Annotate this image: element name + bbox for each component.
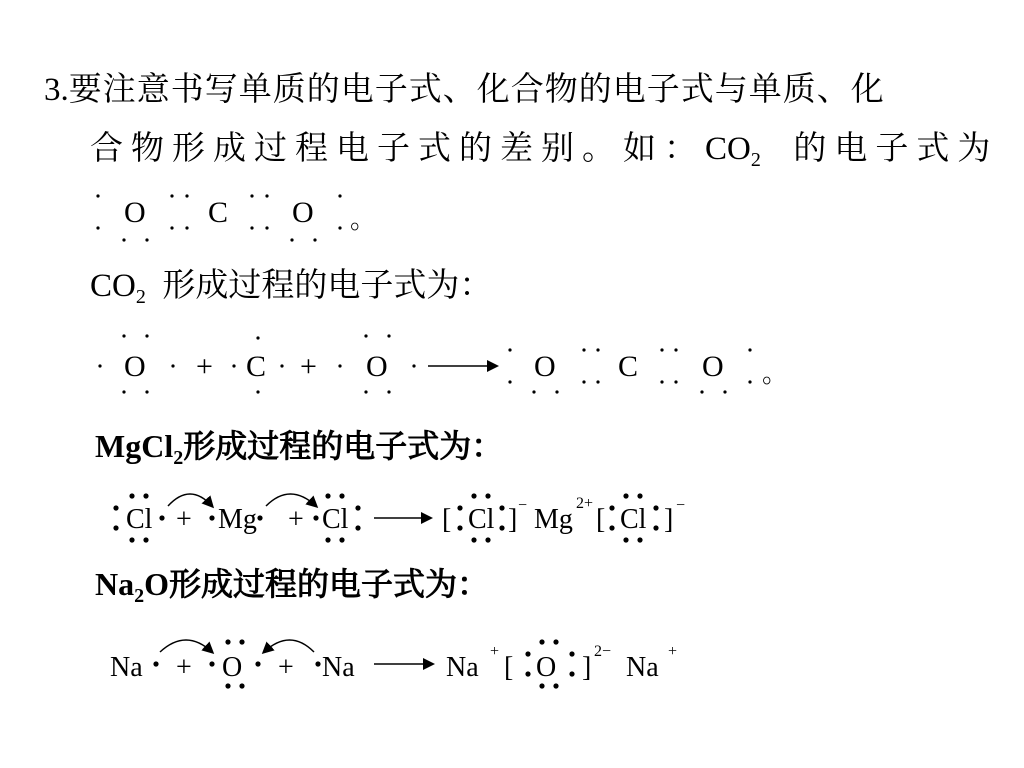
co2-heading-label: 形成过程的电子式为： xyxy=(162,265,493,304)
mgcl2-prod-cl-right: Cl xyxy=(620,504,647,535)
na2o-na-left: Na xyxy=(110,652,143,683)
na2o-na-right-charge: + xyxy=(668,643,678,660)
na2o-plus-1: + xyxy=(176,652,192,683)
na2o-heading-subscript: 2 xyxy=(134,585,145,607)
co2-o-right: O xyxy=(292,196,314,229)
intro-text-2: 合物形成过程电子式的差别。如： xyxy=(90,128,705,167)
co2p-period: 。 xyxy=(762,359,789,389)
co2-period: 。 xyxy=(350,205,377,235)
mgcl2-cl-right: Cl xyxy=(322,504,349,535)
na2o-plus-2: + xyxy=(278,652,294,683)
mgcl2-bracket-1-open: [ xyxy=(442,504,452,535)
co2p-plus-2: + xyxy=(300,350,317,383)
mgcl2-cl-left-charge: − xyxy=(518,497,528,514)
mgcl2-formation-process xyxy=(113,493,685,542)
na2o-heading-formula-na: Na xyxy=(95,566,135,602)
co2-heading-subscript: 2 xyxy=(135,286,146,308)
co2-formation-process xyxy=(98,334,788,393)
na2o-heading-formula-o: O xyxy=(144,566,169,602)
na2o-formation-process xyxy=(110,639,677,688)
na2o-na-left-charge: + xyxy=(490,643,500,660)
mgcl2-mg-charge: 2+ xyxy=(576,495,594,512)
co2p-prod-o-right: O xyxy=(702,350,724,383)
na2o-bracket-open: [ xyxy=(504,652,514,683)
mgcl2-prod-mg: Mg xyxy=(534,504,573,535)
na2o-prod-na-left: Na xyxy=(446,652,479,683)
na2o-o-charge: 2− xyxy=(594,643,612,660)
co2p-o-left: O xyxy=(124,350,146,383)
co2-subscript: 2 xyxy=(750,149,761,171)
mgcl2-prod-cl-left: Cl xyxy=(468,504,495,535)
co2p-prod-c: C xyxy=(618,350,639,383)
mgcl2-bracket-2-open: [ xyxy=(596,504,606,535)
na2o-prod-o: O xyxy=(536,652,557,683)
co2p-c: C xyxy=(246,350,267,383)
co2p-o-right: O xyxy=(366,350,388,383)
mgcl2-heading-subscript: 2 xyxy=(173,447,184,469)
mgcl2-bracket-1-close: ] xyxy=(508,504,518,535)
mgcl2-plus-1: + xyxy=(176,504,192,535)
mgcl2-mg: Mg xyxy=(218,504,257,535)
co2-o-left: O xyxy=(124,196,146,229)
co2-c: C xyxy=(208,196,229,229)
co2-formula: CO xyxy=(705,131,751,167)
na2o-bracket-close: ] xyxy=(582,652,592,683)
na2o-o: O xyxy=(222,652,243,683)
intro-text-1: 要注意书写单质的电子式、化合物的电子式与单质、化 xyxy=(68,69,885,108)
co2-heading-formula: CO xyxy=(90,268,136,304)
mgcl2-bracket-2-close: ] xyxy=(664,504,674,535)
mgcl2-heading-label: 形成过程的电子式为： xyxy=(183,427,504,465)
mgcl2-cl-right-charge: − xyxy=(676,497,686,514)
co2-electron-formula xyxy=(96,194,376,241)
mgcl2-cl-left: Cl xyxy=(126,504,153,535)
item-number: 3. xyxy=(44,72,69,108)
mgcl2-heading-formula: MgCl xyxy=(95,428,174,464)
intro-text-2-tail: 的电子式为 xyxy=(793,128,999,167)
na2o-na-right: Na xyxy=(322,652,355,683)
na2o-prod-na-right: Na xyxy=(626,652,659,683)
na2o-heading-label: 形成过程的电子式为： xyxy=(169,565,490,603)
co2p-prod-o-left: O xyxy=(534,350,556,383)
co2p-plus-1: + xyxy=(196,350,213,383)
na2o-arrows xyxy=(160,640,314,652)
mgcl2-plus-2: + xyxy=(288,504,304,535)
